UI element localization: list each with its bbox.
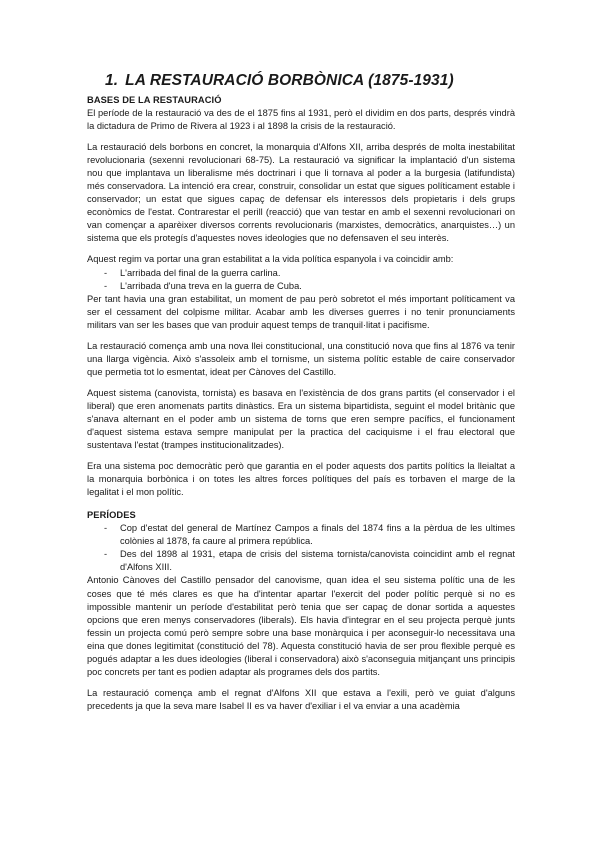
dash-bullet: - <box>104 267 108 278</box>
paragraph-6: Aquest sistema (canovista, tornista) es basava en l'existència de dos grans partits (el conservador i el liberal) que eren anomenats partits dinàstics. Era un sistema bipartidista, seguint el model britànic que s'anava alternant en el poder amb un sistema de torns que eren sempre pacífics, el funcionament d'aquest sistema estava sempre manipulat per la practica del caciquisme i el frau electoral que sustentava l'estat (trampes institucionalitzades). <box>87 387 515 451</box>
document-body <box>87 72 515 721</box>
list-item-text: L'arribada d'una treva en la guerra de Cuba. <box>120 280 302 291</box>
list-item-text: Cop d'estat del general de Martínez Campos a finals del 1874 fins a la pèrdua de les ultimes colònies al 1878, fa caure al primera república. <box>120 523 515 547</box>
heading-number: 1. <box>105 72 119 89</box>
list-coincidences <box>87 267 515 293</box>
list-item <box>104 280 515 293</box>
list-item-text: Des del 1898 al 1931, etapa de crisis del sistema tornista/canovista coincidint amb el regnat d'Alfons XIII. <box>120 549 515 573</box>
list-item <box>104 522 515 548</box>
paragraph-2: La restauració dels borbons en concret, la monarquia d'Alfons XII, arriba després de molta inestabilitat revolucionaria (sexenni revolucionari 68-75). La restauració va significar la implantació d'un sistema nou que implantava un liberalisme més doctrinari i que li tornava al poder a la burgesia (latifundista) més conservadora. La intenció era crear, construir, consolidar un estat que sigues políticament estable i conservador; un estat que sigues capaç de defensar els interessos dels propietaris i dels grups econòmics de l'estat. Contrarestar el perill (reacció) que van testar en amb el sexenni revolucionari on van començar a aparèixer diversos corrents revolucionaris (marxistes, democràtics, anarquistes…) un sistema que els protegís d'aquestes noves ideologies que no defensaven el seu interès. <box>87 142 515 244</box>
paragraph-9: La restauració comença amb el regnat d'Alfons XII que estava a l'exili, però ve guiat d'alguns precedents ja que la seva mare Isabel II es va haver d'exiliar i el va enviar a una acadèmia <box>87 687 515 711</box>
list-item <box>104 267 515 280</box>
paragraph-1: El període de la restauració va des de el 1875 fins al 1931, però el dividim en dos parts, després vindrà la dictadura de Primo de Rivera al 1923 i al 1898 la crisis de la restauració. <box>87 108 515 132</box>
dash-bullet: - <box>104 280 108 291</box>
list-periods <box>87 522 515 574</box>
paragraph-3: Aquest regim va portar una gran estabilitat a la vida política espanyola i va coincidir amb: <box>87 254 454 265</box>
dash-bullet: - <box>104 523 108 534</box>
main-heading <box>105 72 515 90</box>
paragraph-5: La restauració comença amb una nova llei constitucional, una constitució nova que fins al 1876 va tenir una llarga vigència. Això s'assoleix amb el tornisme, un sistema polític estable de caire conservador que permetia tot lo esmentat, ideat per Cànoves del Castillo. <box>87 340 515 377</box>
section-title-periodes: PERÍODES <box>87 510 136 521</box>
paragraph-4: Per tant havia una gran estabilitat, un moment de pau però sobretot el més important políticament va ser el cessament del colpisme militar. Acabar amb les diverses guerres i no tenir pronunciaments militars van ser les bases que van produir aquest temps de tranquil·litat i pacifisme. <box>87 293 515 330</box>
paragraph-8: Antonio Cànoves del Castillo pensador del canovisme, quan idea el seu sistema polític una de les coses que té més clares es que ha d'intentar apartar l'exercit del poder polític perquè si no es impossible mantenir un període d'estabilitat però tenia que ser capaç de donar sortida a aquestes opcions que eren menys conservadores (liberals). Els havia d'integrar en el seu projecta perquè junts fessin un projecta comú però sempre sobre una base monàrquica i per aconseguir-lo necessitava una eina que dones legitimitat (constitució del 78). Aquesta constitució havia de ser prou flexible perquè es pogués adaptar a les dues ideologies (liberal i conservadora) això s'aconseguia mitjançant uns principis poc concrets per tant es podien adaptar als programes dels dos partits. <box>87 575 515 677</box>
list-item-text: L'arribada del final de la guerra carlina. <box>120 267 281 278</box>
paragraph-7: Era una sistema poc democràtic però que garantia en el poder aquests dos partits polítics la lleialtat a la monarquia borbònica i on totes les altres forces polítiques del país es torbaven el marge de la legalitat i el mon polític. <box>87 461 515 498</box>
section-title-bases: BASES DE LA RESTAURACIÓ <box>87 95 222 105</box>
heading-title: LA RESTAURACIÓ BORBÒNICA (1875-1931) <box>125 72 454 89</box>
dash-bullet: - <box>104 549 108 560</box>
list-item <box>104 548 515 574</box>
